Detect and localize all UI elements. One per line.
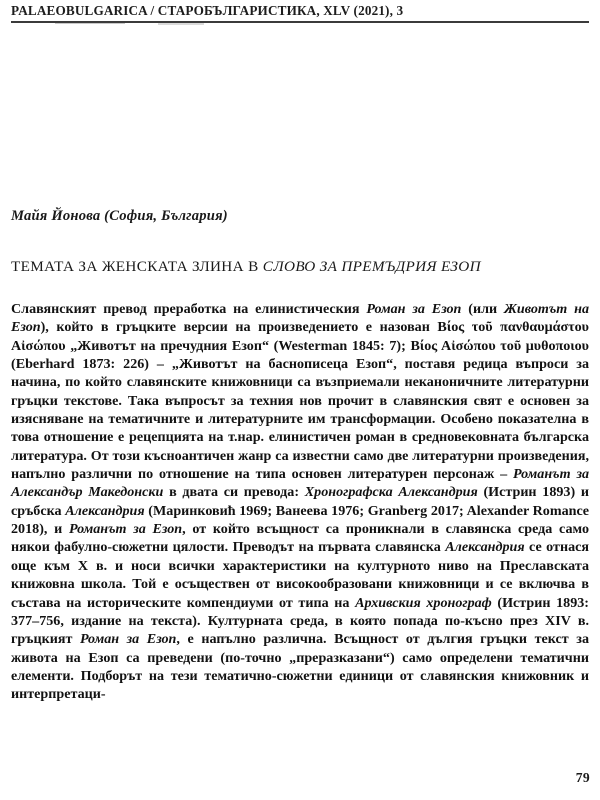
article-author: Майя Йонова (София, България) [11, 208, 228, 224]
body-run-2: (или [461, 301, 504, 317]
work-title-arhivski-hronograf: Архивския хронограф [355, 594, 492, 611]
body-run-5: (Eberhard 1873: 226) – „Животът на баснописеца Езоп“, поставя редица въпроси за начина, по който славянските книжовници са възприемали неканоничните литературни гръцки текстове. Така въпросът за техния нов прочит в славянския свят е основен за изясняване на тематичните и литературните им трансформации. Особено показателна в това отношение е рецепцията на т.нар. елинистичен роман в средновековната българска литература. От този късноантичен жанр са известни само две литературни произведения, напълно различни по отношение на типа основен литературен персонаж – [11, 356, 589, 483]
work-title-zhivotat-na-ezop: Животът на Езоп [11, 301, 589, 336]
work-title-roman-za-ezop-2: Роман за Езоп [79, 631, 177, 648]
work-title-hronografska-aleksandriya: Хронографска Александрия [304, 484, 478, 501]
body-run-9: , от който всъщност са проникнали в славянска среда само някои фабулно-сюжетни цялости. Преводът на първата славянска [11, 521, 589, 556]
work-title-roman-aleksandar: Романът за Александър Македонски [11, 466, 589, 501]
greek-title-1: Βίος τοῦ πανθαυμάστου Αἰσώπου [11, 319, 589, 354]
header-rule-artifact-2 [158, 23, 204, 25]
article-title [11, 258, 593, 276]
work-title-aleksandriya-1: Александрия [65, 502, 145, 519]
work-title-aleksandriya-2: Александрия [445, 539, 525, 556]
page-number: 79 [575, 770, 590, 785]
article-body-paragraph [11, 300, 589, 704]
article-title-plain: ТЕМАТА ЗА ЖЕНСКАТА ЗЛИНА В [11, 258, 263, 276]
greek-title-2: Βίος Αἰσώπου τοῦ μυθοποιου [410, 337, 589, 354]
body-run-3: ), който в гръцките версии на произведението е назован [40, 319, 438, 336]
body-run-8: (Маринковић 1969; Ванеева 1976; Granberg 2017; Alexander Romance 2018), и [11, 502, 589, 538]
body-run-12: , е напълно различна. Всъщност от дългия гръцки текст за живота на Езоп са преведени (по-точно „преразказани“) само определени тематични елементи. Подборът на тези тематично-сюжетни единици от славянския книжовник и интерпретаци- [11, 631, 589, 703]
work-title-roman-za-ezop-1: Роман за Езоп [366, 301, 462, 317]
body-run-11: (Истрин 1893: 377–756, издание на текста). Културната среда, в която попада по-късно през XIV в. гръцкият [11, 594, 589, 648]
body-run-4: „Животът на пречудния Езоп“ (Westerman 1845: 7); [65, 337, 411, 354]
article-title-work: СЛОВО ЗА ПРЕМЪДРИЯ ЕЗОП [262, 258, 481, 276]
work-title-romanat-za-ezop: Романът за Езоп [68, 521, 183, 538]
body-run-7: (Истрин 1893) и сръбска [11, 484, 589, 519]
body-run-1: Славянският превод преработка на елинистическия [11, 301, 367, 317]
body-run-10: се отнася още към Х в. и носи всички характеристики на културното ниво на Преславската книжовна школа. Той е осъществен от високообразовани книжовници и се включва в състава на историческите компендиуми от типа на [11, 539, 590, 611]
body-run-6: в двата си превода: [163, 484, 305, 501]
header-rule-artifact [55, 23, 125, 24]
running-head: PALAEOBULGARICA / СТАРОБЪЛГАРИСТИКА, XLV (2021), 3 [11, 3, 404, 18]
